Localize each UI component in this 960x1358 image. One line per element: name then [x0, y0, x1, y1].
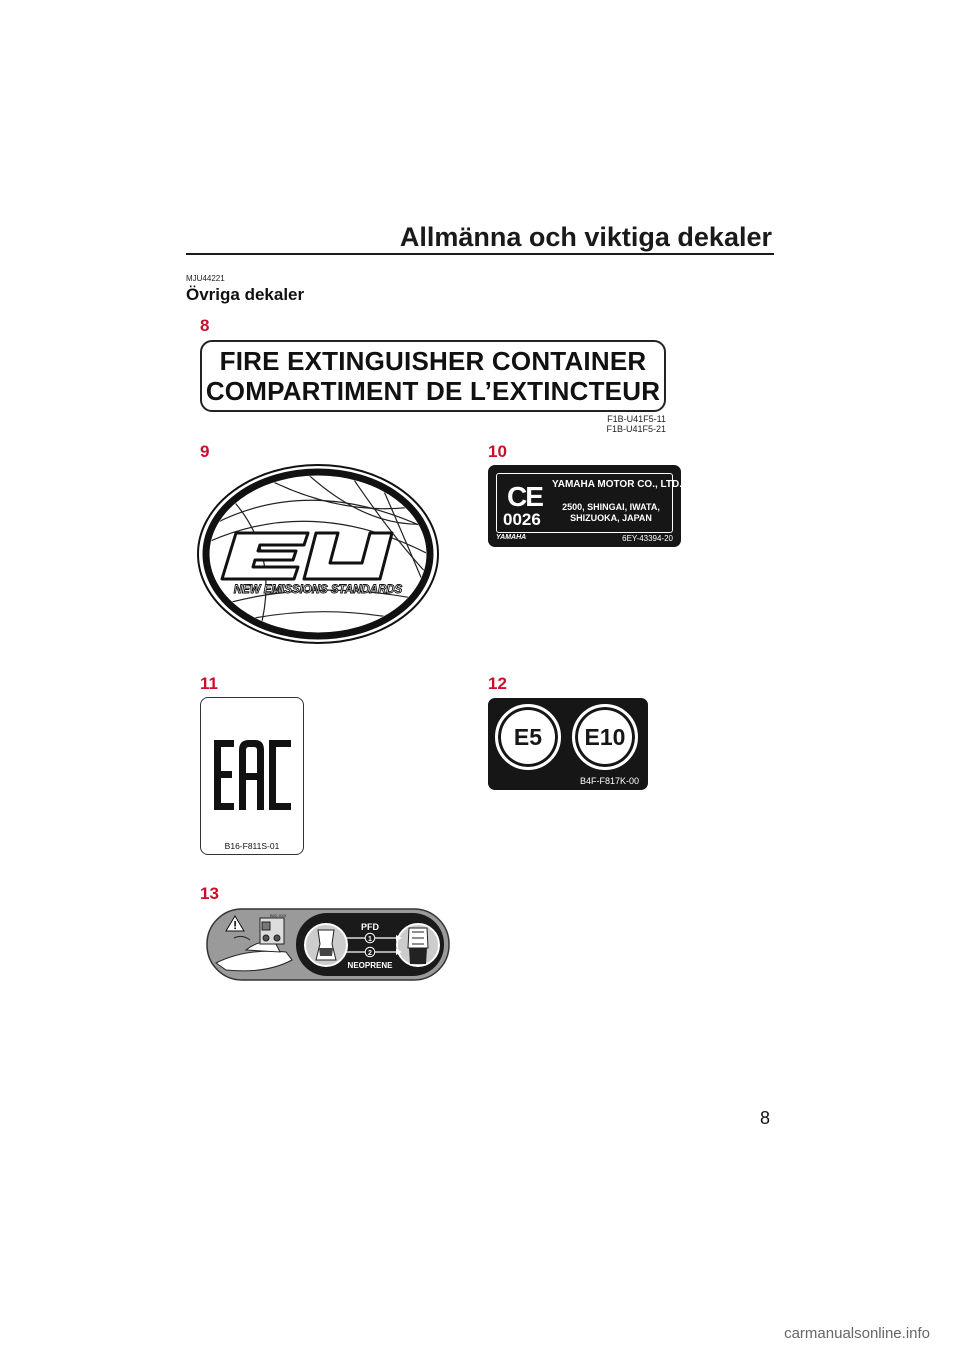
label-number-9: 9 [200, 442, 210, 461]
label-number-12: 12 [488, 674, 507, 693]
footer-watermark: carmanualsonline.info [784, 1325, 930, 1342]
pfd-figure-icon [397, 924, 439, 966]
eu-emissions-subtitle: NEW EMISSIONS STANDARDS [233, 584, 403, 596]
label-number-13: 13 [200, 884, 219, 903]
ce-company-name: YAMAHA MOTOR CO., LTD. [552, 479, 682, 490]
ce-certification-decal [488, 465, 681, 547]
ce-notified-body-number: 0026 [503, 510, 541, 529]
fire-decal-line1: FIRE EXTINGUISHER CONTAINER [219, 346, 647, 376]
label-number-11: 11 [200, 674, 218, 693]
fuel-decal-part-number: B4F-F817K-00 [579, 776, 639, 786]
header-rule [186, 253, 774, 255]
pfd-marker-2: 2 [368, 950, 372, 957]
pfd-decal-code: B02-XXX [270, 913, 287, 918]
pfd-warning-decal [206, 908, 450, 981]
swimwear-figure-icon [305, 924, 347, 966]
fire-decal-part2: F1B-U41F5-21 [606, 424, 666, 434]
label-number-8: 8 [200, 316, 210, 335]
ce-address-line1: 2500, SHINGAI, IWATA, [562, 502, 660, 512]
fire-decal-part-numbers [560, 414, 666, 434]
eac-mark-icon [201, 698, 303, 838]
fuel-compatibility-decal [488, 698, 648, 790]
pfd-decal-graphic [206, 908, 450, 981]
eac-conformity-decal [200, 697, 304, 855]
ce-address-line2: SHIZUOKA, JAPAN [570, 513, 652, 523]
yamaha-brand-mark: YAMAHA [496, 534, 527, 541]
page-header-title: Allmänna och viktiga dekaler [399, 222, 772, 252]
label-number-10: 10 [488, 442, 507, 461]
fuel-e5-badge: E5 [495, 704, 561, 770]
page-number: 8 [760, 1108, 771, 1128]
fuel-e10-badge: E10 [572, 704, 638, 770]
section-title: Övriga dekaler [186, 285, 305, 304]
fire-decal-part1: F1B-U41F5-11 [607, 414, 666, 424]
eu-emissions-logo [196, 463, 440, 645]
eu-emissions-decal [196, 463, 440, 645]
neoprene-caption: NEOPRENE [347, 961, 393, 970]
ce-mark-icon: CE [507, 481, 542, 512]
pfd-caption: PFD [361, 922, 379, 932]
eac-decal-part-number: B16-F811S-01 [224, 841, 280, 851]
fire-extinguisher-decal [200, 340, 666, 412]
section-code: MJU44221 [186, 274, 225, 283]
pfd-marker-1: 1 [368, 936, 372, 943]
fire-decal-line2: COMPARTIMENT DE L’EXTINCTEUR [205, 376, 661, 406]
ce-decal-frame [496, 473, 682, 533]
ce-decal-part-number: 6EY-43394-20 [622, 534, 673, 543]
ce-company-address [549, 502, 673, 524]
